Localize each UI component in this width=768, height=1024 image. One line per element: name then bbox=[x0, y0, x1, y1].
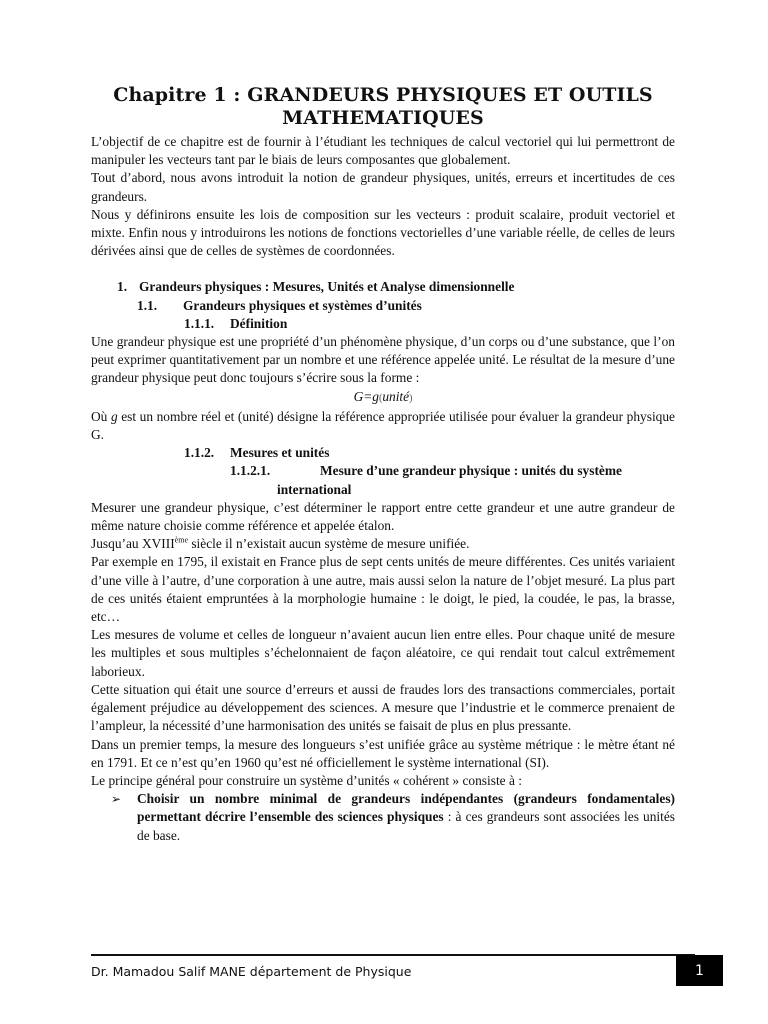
intro-paragraph-3: Nous y définirons ensuite les lois de composition sur les vecteurs : produit scalaire, produit vectoriel et mixte. Enfin nous y introduirons les notions de fonctions vectorielles d’une variable réelle, de celles de leurs dérivées ainsi que de celles de systèmes de coordonnées. bbox=[91, 206, 675, 259]
bullet-text: Choisir un nombre minimal de grandeurs indépendantes (grandeurs fondamentales) permettant décrire l’ensemble des sciences physiques : à ces grandeurs sont associées les unités de base. bbox=[137, 791, 675, 843]
body-paragraph-5: Cette situation qui était une source d’erreurs et aussi de fraudes lors des transactions commerciales, portait également préjudice au développement des sciences. A mesure que l’industrie et le commerce prenaient de l’ampleur, la nécessité d’une harmonisation des unités se faisait de plus en plus pressante. bbox=[91, 681, 675, 734]
formula: G=g(unité) bbox=[353, 388, 413, 404]
section-heading-1: 1. Grandeurs physiques : Mesures, Unités et Analyse dimensionnelle bbox=[117, 279, 515, 295]
body-paragraph-1: Mesurer une grandeur physique, c’est déterminer le rapport entre cette grandeur et une autre grandeur de même nature choisie comme référence et appelée étalon. bbox=[91, 499, 675, 534]
section-heading-1-1-2: 1.1.2. Mesures et unités bbox=[184, 445, 330, 461]
section-heading-1-1-1: 1.1.1. Définition bbox=[184, 315, 288, 331]
arrow-bullet-icon: ➢ bbox=[111, 792, 122, 807]
footer-author: Dr. Mamadou Salif MANE département de Physique bbox=[91, 964, 412, 979]
spacer bbox=[91, 260, 675, 278]
body-paragraph-2: Jusqu’au XVIIIème siècle il n’existait aucun système de mesure unifiée. bbox=[91, 535, 470, 552]
body-paragraph-4: Les mesures de volume et celles de longueur n’avaient aucun lien entre elles. Pour chaque unité de mesure les multiples et sous multiples s’échelonnaient de façon aléatoire, ce qui rendait tout calcul extrêmement laborieux. bbox=[91, 627, 675, 679]
intro-paragraph-1: L’objectif de ce chapitre est de fournir à l’étudiant les techniques de calcul vectoriel qui lui permettront de manipuler les vecteurs tant par le biais de leurs composantes que globalement. bbox=[91, 134, 675, 168]
bullet-item bbox=[111, 790, 675, 845]
formula-explanation: Où g est un nombre réel et (unité) désigne la référence appropriée utilisée pour évaluer la grandeur physique G. bbox=[91, 408, 675, 443]
page-number: 1 bbox=[676, 955, 723, 986]
section-heading-1-1-2-1-cont: international bbox=[277, 481, 352, 497]
definition-paragraph: Une grandeur physique est une propriété d’un phénomène physique, d’un corps ou d’une substance, que l’on peut exprimer quantitativement par un nombre et une référence appelée unité. Le résultat de la mesure d’une grandeur physique peut donc toujours s’écrire sous la forme : bbox=[91, 334, 675, 386]
body-paragraph-6: Dans un premier temps, la mesure des longueurs s’est unifiée grâce au système métrique : le mètre étant né en 1791. Et ce n’est qu’en 1960 qu’est né officiellement le système international (SI). bbox=[91, 736, 675, 770]
document-page bbox=[91, 84, 675, 845]
section-heading-1-1-2-1: 1.1.2.1. Mesure d’une grandeur physique : unités du système bbox=[230, 463, 622, 479]
chapter-title: Chapitre 1 : GRANDEURS PHYSIQUES ET OUTILS MATHEMATIQUES bbox=[113, 84, 653, 129]
intro-paragraph-2: Tout d’abord, nous avons introduit la notion de grandeur physiques, unités, erreurs et incertitudes de ces grandeurs. bbox=[91, 170, 675, 204]
section-heading-1-1: 1.1. Grandeurs physiques et systèmes d’unités bbox=[137, 297, 422, 313]
body-paragraph-7: Le principe général pour construire un système d’unités « cohérent » consiste à : bbox=[91, 772, 522, 788]
footer-divider bbox=[91, 954, 695, 956]
body-paragraph-3: Par exemple en 1795, il existait en France plus de sept cents unités de meure différentes. Ces unités variaient d’une ville à l’autre, d’une corporation à une autre, mais aussi selon la nature de l’objet mesuré. La plus part de ces unités étaient empruntées à la morphologie humaine : le doigt, le pied, la coudée, le pas, la brasse, etc… bbox=[91, 554, 675, 625]
